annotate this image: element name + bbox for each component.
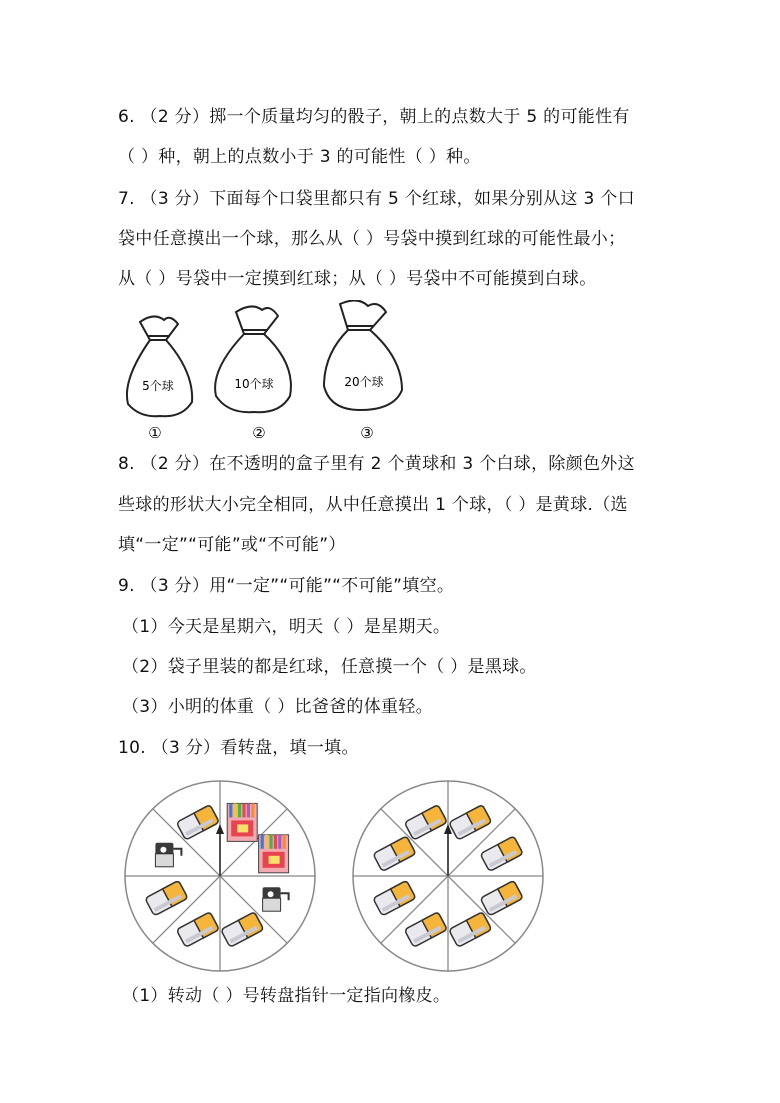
bag-3-label: 20个球 <box>344 375 384 389</box>
q7-line1: 7. （3 分）下面每个口袋里都只有 5 个红球，如果分别从这 3 个口 <box>118 189 635 209</box>
bag-2-number: ② <box>252 424 266 442</box>
bag-2-label: 10个球 <box>234 377 274 391</box>
q6-line1: 6. （2 分）掷一个质量均匀的骰子，朝上的点数大于 5 的可能性有 <box>118 107 630 127</box>
q9-sub2: （2）袋子里装的都是红球，任意摸一个（ ）是黑球。 <box>122 657 537 677</box>
q8-line1: 8. （2 分）在不透明的盒子里有 2 个黄球和 3 个白球，除颜色外这 <box>118 454 635 474</box>
q9-line1: 9. （3 分）用“一定”“可能”“不可能”填空。 <box>118 576 455 596</box>
q7-line2: 袋中任意摸出一个球，那么从（ ）号袋中摸到红球的可能性最小； <box>118 229 626 249</box>
q8-line3: 填“一定”“可能”或“不可能”） <box>118 535 346 555</box>
bag-1-label: 5个球 <box>142 379 174 393</box>
bag-1-number: ① <box>148 424 162 442</box>
spinner-1 <box>123 779 317 973</box>
bags-illustration <box>118 300 418 445</box>
spinner-2 <box>351 779 545 973</box>
q9-sub3: （3）小明的体重（ ）比爸爸的体重轻。 <box>122 697 433 717</box>
q8-line2: 些球的形状大小完全相同，从中任意摸出 1 个球，（ ）是黄球.（选 <box>118 495 628 515</box>
q7-line3: 从（ ）号袋中一定摸到红球；从（ ）号袋中不可能摸到白球。 <box>118 269 597 289</box>
q6-line2: （ ）种，朝上的点数小于 3 的可能性（ ）种。 <box>118 147 481 167</box>
q10-line1: 10. （3 分）看转盘，填一填。 <box>118 738 359 758</box>
q10-sub1: （1）转动（ ）号转盘指针一定指向橡皮。 <box>122 986 451 1006</box>
crayon-box-icon <box>227 803 257 841</box>
crayon-box-icon <box>259 835 289 873</box>
q9-sub1: （1）今天是星期六，明天（ ）是星期天。 <box>122 617 451 637</box>
bag-3-number: ③ <box>360 424 374 442</box>
